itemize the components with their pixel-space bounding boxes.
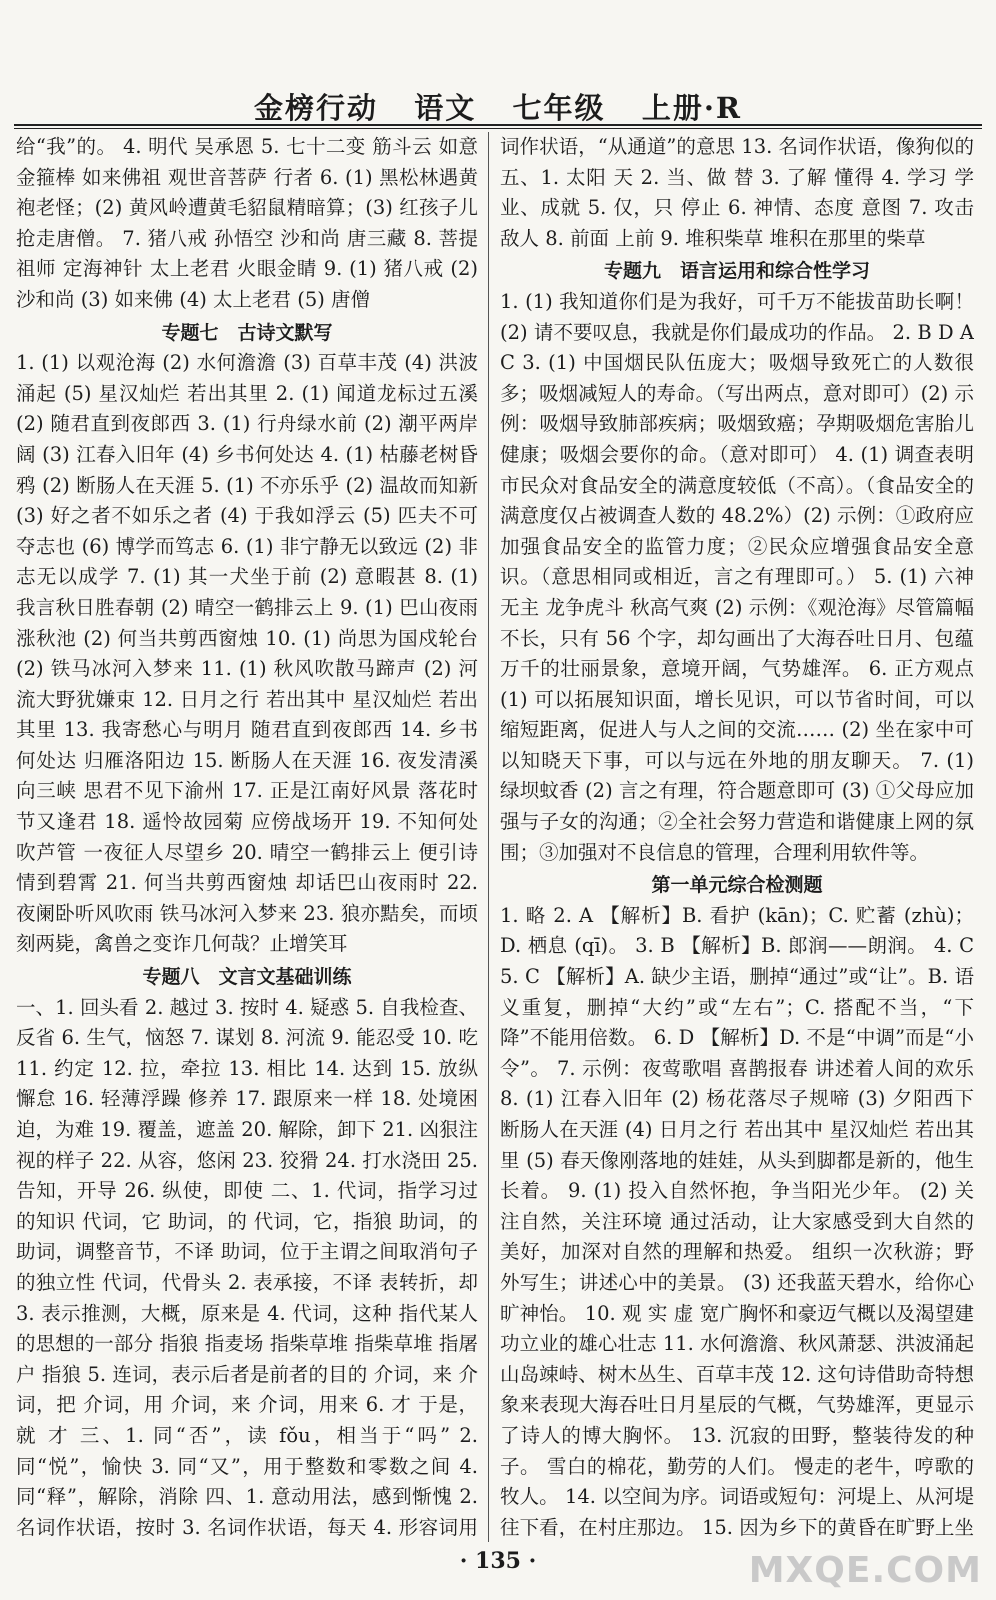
answer-text: 给“我”的。 4. 明代 吴承恩 5. 七十二变 筋斗云 如意金箍棒 如来佛祖 观世音菩萨 行者 6. (1) 黑松林遇黄袍老怪；(2) 黄风岭遭黄毛貂鼠精暗算；(3) 红孩子儿抢走唐僧。 7. 猪八戒 孙悟空 沙和尚 唐三藏 8. 菩提祖师 定海神针 太上老君 火眼金睛 9. (1) 猪八戒 (2) 沙和尚 (3) 如来佛 (4) 太上老君 (5) 唐僧 — [16, 135, 478, 311]
page-title: 金榜行动 语文 七年级 上册·R — [253, 91, 743, 125]
header-rule — [14, 124, 982, 126]
answer-text: 一、1. 回头看 2. 越过 3. 按时 4. 疑惑 5. 自我检查、反省 6. 生气，恼怒 7. 谋划 8. 河流 9. 能忍受 10. 吃 11. 约定 12. 拉，牵拉 13. 相比 14. 达到 15. 放纵懈怠 16. 轻薄浮躁 修养 17. 跟原来一样 18. 处境困迫，为难 19. 覆盖，遮盖 20. 解除，卸下 21. 凶狠注视的样子 22. 从容，悠闲 23. 狡猾 24. 打水浇田 25. 告知，开导 26. 纵使，即使 二、1. 代词，指学习过的知识 代词，它 助词，的 代词，它，指狼 助词，的 助词，调整音节，不译 助词，位于主谓之间取消句子的独立性 代词，代骨头 2. 表承接，不译 表转折，却 3. 表示推测，大概，原来是 4. 代词，这种 指代某人的思想的一部分 指狼 指麦场 指柴草堆 指柴草堆 指屠户 指狼 5. 连词，表示后者是前者的目的 介词，来 介词，把 介词，用 介词，来 介词，用来 6. 才 于是，就 才 三、1. 同“否”，读 fǒu，相当于“吗” 2. 同“悦”，愉快 3. 同“又”，用于整数和零数之间 4. 同“释”，解除，消除 四、1. 意动用法，感到惭愧 2. 名词作状语，按时 3. 名词作状语，每天 4. 形容词用 — [16, 995, 478, 1539]
answer-text: 词作状语，“从通道”的意思 13. 名词作状语，像狗似的 五、1. 太阳 天 2. 当、做 替 3. 了解 懂得 4. 学习 学业、成就 5. 仅，只 停止 6. 神情、态度 意图 7. 攻击 敌人 8. 前面 上前 9. 堆积柴草 堆积在那里的柴草 — [500, 135, 974, 250]
watermark-logo: MXQE.COM — [748, 1550, 982, 1591]
column-divider — [488, 132, 489, 1542]
section-heading: 专题七 古诗文默写 — [161, 321, 333, 344]
answer-text: 1. (1) 以观沧海 (2) 水何澹澹 (3) 百草丰茂 (4) 洪波涌起 (5) 星汉灿烂 若出其里 2. (1) 闻道龙标过五溪 (2) 随君直到夜郎西 3. (1) 行舟绿水前 (2) 潮平两岸阔 (3) 江春入旧年 (4) 乡书何处达 4. (1) 枯藤老树昏鸦 (2) 断肠人在天涯 5. (1) 不亦乐乎 (2) 温故而知新 (3) 好之者不如乐之者 (4) 于我如浮云 (5) 匹夫不可夺志也 (6) 博学而笃志 6. (1) 非宁静无以致远 (2) 非志无以成学 7. (1) 其一犬坐于前 (2) 意暇甚 8. (1) 我言秋日胜春朝 (2) 晴空一鹤排云上 9. (1) 巴山夜雨涨秋池 (2) 何当共剪西窗烛 10. (1) 尚思为国戍轮台 (2) 铁马冰河入梦来 11. (1) 秋风吹散马蹄声 (2) 河流大野犹嫌束 12. 日月之行 若出其中 星汉灿烂 若出其里 13. 我寄愁心与明月 随君直到夜郎西 14. 乡书何处达 归雁洛阳边 15. 断肠人在天涯 16. 夜发清溪向三峡 思君不见下渝州 17. 正是江南好风景 落花时节又逢君 18. 遥怜故园菊 应傍战场开 19. 不知何处吹芦管 一夜征人尽望乡 20. 晴空一鹤排云上 便引诗情到碧霄 21. 何当共剪西窗烛 却话巴山夜雨时 22. 夜阑卧听风吹雨 铁马冰河入梦来 23. 狼亦黠矣，而顷刻两毙，禽兽之变诈几何哉？止增笑耳 — [16, 351, 478, 956]
page-number: · 135 · — [459, 1548, 537, 1574]
section-heading: 专题八 文言文基础训练 — [142, 966, 352, 989]
section-heading: 专题九 语言运用和综合性学习 — [603, 260, 870, 283]
page-header — [0, 86, 996, 127]
right-column — [500, 132, 974, 1542]
section-heading: 第一单元综合检测题 — [651, 874, 823, 897]
left-column — [16, 132, 478, 1542]
answer-text: 1. 略 2. A 【解析】B. 看护 (kān)；C. 贮蓄 (zhù)；D. 栖息 (qī)。 3. B 【解析】B. 郎润——朗润。 4. C 5. C 【解析】A. 缺少主语，删掉“通过”或“让”。B. 语义重复，删掉“大约”或“左右”；C. 搭配不当，“下降”不能用倍数。 6. D 【解析】D. 不是“中调”而是“小令”。 7. 示例：夜莺歌唱 喜鹊报春 讲述着人间的欢乐 8. (1) 江春入旧年 (2) 杨花落尽子规啼 (3) 夕阳西下 断肠人在天涯 (4) 日月之行 若出其中 星汉灿烂 若出其里 (5) 春天像刚落地的娃娃，从头到脚都是新的，他生长着。 9. (1) 投入自然怀抱，争当阳光少年。 (2) 关注自然，关注环境 通过活动，让大家感受到大自然的美好，加深对自然的理解和热爱。 组织一次秋游；野外写生；讲述心中的美景。 (3) 还我蓝天碧水，给你心旷神怡。 10. 观 实 虚 宽广胸怀和豪迈气概以及渴望建功立业的雄心壮志 11. 水何澹澹、秋风萧瑟、洪波涌起 山岛竦峙、树木丛生、百草丰茂 12. 这句诗借助奇特想象来表现大海吞吐日月星辰的气概，气势雄浑，更显示了诗人的博大胸怀。 13. 沉寂的田野，整装待发的种子。 雪白的棉花，勤劳的人们。 慢走的老牛，哼歌的牧人。 14. 以空间为序。词语或短句：河堤上、从河堤往下看，在村庄那边。 15. 因为乡下的黄昏在旷野上坐 — [500, 903, 974, 1539]
answer-text: 1. (1) 我知道你们是为我好，可千万不能拔苗助长啊！(2) 请不要叹息，我就是你们最成功的作品。 2. B D A C 3. (1) 中国烟民队伍庞大；吸烟导致死亡的人数很多；吸烟减短人的寿命。（写出两点，意对即可）(2) 示例：吸烟导致肺部疾病；吸烟致癌；孕期吸烟危害胎儿健康；吸烟会要你的命。（意对即可） 4. (1) 调查表明市民众对食品安全的满意度较低（不高）。（食品安全的满意度仅占被调查人数的 48.2%）(2) 示例：①政府应加强食品安全的监管力度；②民众应增强食品安全意识。（意思相同或相近，言之有理即可。） 5. (1) 六神无主 龙争虎斗 秋高气爽 (2) 示例：《观沧海》尽管篇幅不长，只有 56 个字，却勾画出了大海吞吐日月、包蕴万千的壮丽景象，意境开阔，气势雄浑。 6. 正方观点 (1) 可以拓展知识面，增长见识，可以节省时间，可以缩短距离，促进人与人之间的交流…… (2) 坐在家中可以知晓天下事，可以与远在外地的朋友聊天。 7. (1) 绿坝蚊香 (2) 言之有理，符合题意即可 (3) ①父母应加强与子女的沟通；②全社会努力营造和谐健康上网的氛围；③加强对不良信息的管理，合理利用软件等。 — [500, 289, 974, 864]
header-rule-thin — [14, 128, 982, 129]
